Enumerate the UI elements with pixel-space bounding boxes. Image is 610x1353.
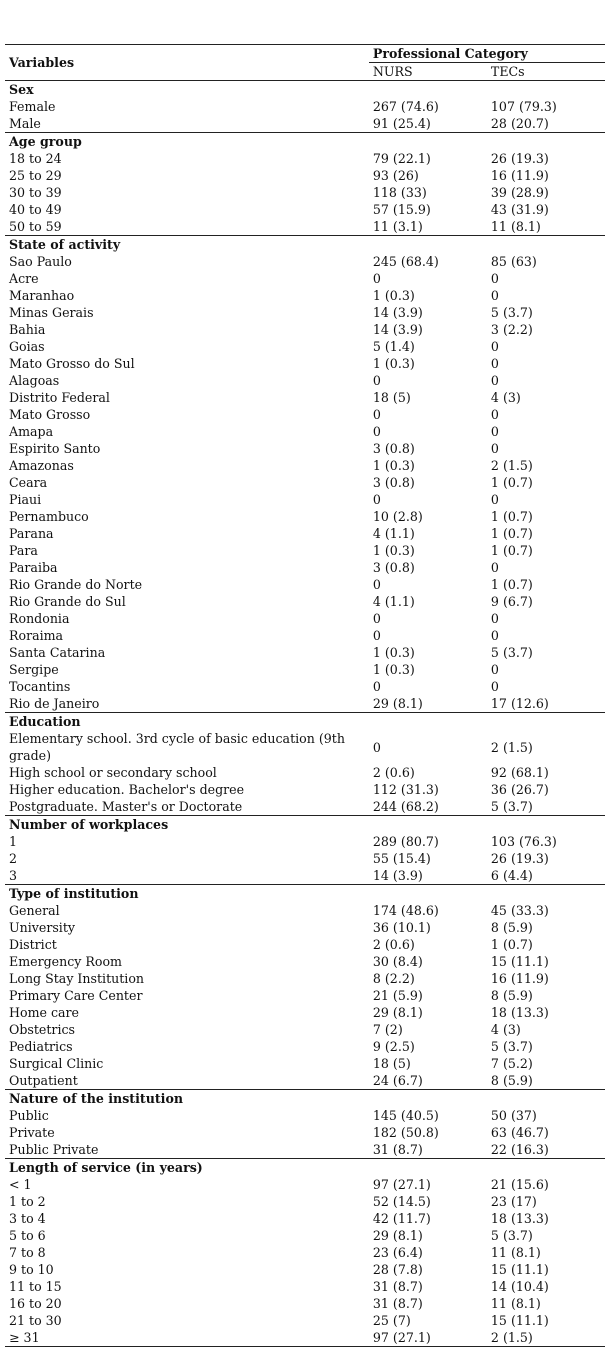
table-row [5,1244,605,1261]
nurs-value: 2 (0.6) [372,765,415,780]
section-header-row [5,133,605,151]
nurs-value: 8 (2.2) [372,971,415,986]
table-row [5,270,605,287]
nurs-value: 182 (50.8) [372,1125,439,1140]
table-row [5,508,605,525]
row-label: Paraiba [9,560,58,575]
nurs-value: 0 [372,577,381,592]
tecs-value: 0 [490,424,499,439]
tecs-value: 1 (0.7) [490,543,533,558]
row-label: 21 to 30 [9,1313,62,1328]
tecs-value: 92 (68.1) [490,765,549,780]
row-label: 2 [9,851,18,866]
row-label: Private [9,1125,55,1140]
row-label: 1 to 2 [9,1194,46,1209]
tecs-value: 26 (19.3) [490,151,549,166]
nurs-value: 97 (27.1) [372,1177,431,1192]
row-label: 9 to 10 [9,1262,54,1277]
table-row [5,781,605,798]
table-row [5,304,605,321]
nurs-value: 42 (11.7) [372,1211,431,1226]
section-header-row [5,1159,605,1177]
nurs-value: 0 [372,373,381,388]
nurs-value: 1 (0.3) [372,458,415,473]
section-title: Number of workplaces [5,816,605,834]
section-header-row [5,713,605,731]
tecs-value: 2 (1.5) [487,1329,605,1347]
section-header-row [5,81,605,99]
tecs-value: 5 (3.7) [490,305,533,320]
tecs-value: 5 (3.7) [490,1228,533,1243]
row-label: Rio Grande do Norte [9,577,143,592]
table-row [5,457,605,474]
row-label: 18 to 24 [9,151,62,166]
nurs-value: 31 (8.7) [372,1279,423,1294]
nurs-value: 14 (3.9) [372,305,423,320]
table-row [5,525,605,542]
table-row [5,1261,605,1278]
table-row [5,695,605,713]
row-label: Long Stay Institution [9,971,145,986]
row-label: Higher education. Bachelor's degree [9,782,245,797]
table-row [5,98,605,115]
tecs-value: 18 (13.3) [490,1005,549,1020]
table-row [5,1329,605,1347]
nurs-value: 93 (26) [372,168,419,183]
table-row [5,1004,605,1021]
tecs-value: 18 (13.3) [490,1211,549,1226]
table-row [5,953,605,970]
tecs-value: 0 [490,356,499,371]
row-label: Mato Grosso [9,407,91,422]
tecs-value: 5 (3.7) [490,645,533,660]
row-label: Rio Grande do Sul [9,594,126,609]
table-row [5,338,605,355]
nurs-value: 30 (8.4) [372,954,423,969]
row-label: Tocantins [9,679,71,694]
table-row [5,440,605,457]
table-row [5,850,605,867]
table-row [5,627,605,644]
tecs-value: 0 [490,407,499,422]
nurs-value: 29 (8.1) [372,1228,423,1243]
row-label: Home care [9,1005,79,1020]
row-label: 1 [9,834,18,849]
nurs-value: 112 (31.3) [372,782,439,797]
nurs-value: 0 [372,628,381,643]
nurs-value: 0 [372,424,381,439]
nurs-column-header: NURS [369,63,487,81]
nurs-value: 31 (8.7) [372,1142,423,1157]
nurs-value: 18 (5) [372,390,411,405]
tecs-value: 15 (11.1) [490,1313,549,1328]
row-label: Distrito Federal [9,390,110,405]
tecs-value: 0 [490,373,499,388]
nurs-value: 289 (80.7) [372,834,439,849]
tecs-value: 85 (63) [490,254,537,269]
section-title: State of activity [5,236,605,254]
nurs-value: 31 (8.7) [372,1296,423,1311]
table-row [5,559,605,576]
nurs-value: 5 (1.4) [372,339,415,354]
row-label: Female [9,99,56,114]
row-label: Male [9,116,41,131]
tecs-value: 3 (2.2) [490,322,533,337]
nurs-value: 0 [372,611,381,626]
nurs-value: 25 (7) [372,1313,411,1328]
nurs-value: 145 (40.5) [372,1108,439,1123]
tecs-value: 28 (20.7) [490,116,549,131]
table-row [5,150,605,167]
tecs-value: 4 (3) [490,390,521,405]
row-label: 3 to 4 [9,1211,46,1226]
row-label: Rondonia [9,611,70,626]
tecs-value: 11 (8.1) [490,1296,541,1311]
table-row [5,1210,605,1227]
tecs-value: 0 [490,492,499,507]
professional-category-table [5,44,605,1347]
table-row [5,798,605,816]
nurs-value: 29 (8.1) [372,1005,423,1020]
nurs-value: 1 (0.3) [372,543,415,558]
nurs-value: 0 [372,679,381,694]
table-row [5,201,605,218]
section-header-row [5,236,605,254]
nurs-value: 14 (3.9) [372,322,423,337]
tecs-value: 0 [490,339,499,354]
tecs-value: 9 (6.7) [490,594,533,609]
row-label: Emergency Room [9,954,122,969]
row-label: Parana [9,526,54,541]
row-label: 30 to 39 [9,185,62,200]
tecs-value: 11 (8.1) [490,219,541,234]
table-row [5,867,605,885]
tecs-value: 26 (19.3) [490,851,549,866]
nurs-value: 3 (0.8) [372,475,415,490]
row-label: Sergipe [9,662,59,677]
nurs-value: 244 (68.2) [372,799,439,814]
table-row [5,1107,605,1124]
row-label: 50 to 59 [9,219,62,234]
tecs-value: 4 (3) [490,1022,521,1037]
nurs-value: 245 (68.4) [372,254,439,269]
row-label: Alagoas [9,373,60,388]
table-row [5,1193,605,1210]
table-row [5,389,605,406]
tecs-value: 23 (17) [490,1194,537,1209]
row-label: 40 to 49 [9,202,62,217]
nurs-value: 3 (0.8) [372,441,415,456]
tecs-value: 0 [490,611,499,626]
row-label: Rio de Janeiro [9,696,100,711]
tecs-value: 5 (3.7) [490,1039,533,1054]
row-label: 3 [9,868,18,883]
row-label: Public [9,1108,49,1123]
row-label: Surgical Clinic [9,1056,104,1071]
nurs-value: 4 (1.1) [372,594,415,609]
row-label: Public Private [9,1142,99,1157]
nurs-value: 57 (15.9) [372,202,431,217]
table-row [5,919,605,936]
row-label: University [9,920,76,935]
tecs-value: 1 (0.7) [490,937,533,952]
table-row [5,253,605,270]
tecs-value: 0 [490,288,499,303]
row-label: 25 to 29 [9,168,62,183]
tecs-value: 16 (11.9) [490,168,549,183]
table-row [5,1312,605,1329]
row-label: Bahia [9,322,46,337]
row-label: 5 to 6 [9,1228,46,1243]
nurs-value: 174 (48.6) [372,903,439,918]
tecs-value: 45 (33.3) [490,903,549,918]
header-row-top [5,45,605,63]
tecs-value: 14 (10.4) [490,1279,549,1294]
row-label: Mato Grosso do Sul [9,356,135,371]
nurs-value: 1 (0.3) [372,645,415,660]
table-row [5,218,605,236]
section-title: Length of service (in years) [5,1159,605,1177]
table-row [5,491,605,508]
table-row [5,1176,605,1193]
row-label: < 1 [9,1177,32,1192]
tecs-value: 8 (5.9) [490,1073,533,1088]
section-header-row [5,885,605,903]
row-label: ≥ 31 [5,1329,369,1347]
row-label: Para [9,543,38,558]
row-label: 11 to 15 [9,1279,62,1294]
nurs-value: 79 (22.1) [372,151,431,166]
nurs-value: 0 [372,407,381,422]
table-row [5,936,605,953]
tecs-value: 103 (76.3) [490,834,557,849]
row-label: Primary Care Center [9,988,143,1003]
nurs-value: 97 (27.1) [369,1329,487,1347]
row-label: Pediatrics [9,1039,73,1054]
tecs-value: 0 [490,679,499,694]
nurs-value: 91 (25.4) [372,116,431,131]
table-row [5,610,605,627]
tecs-value: 0 [490,662,499,677]
nurs-value: 21 (5.9) [372,988,423,1003]
section-title: Nature of the institution [5,1090,605,1108]
nurs-value: 0 [372,492,381,507]
table-row [5,644,605,661]
nurs-value: 4 (1.1) [372,526,415,541]
nurs-value: 1 (0.3) [372,288,415,303]
table-row [5,474,605,491]
nurs-value: 18 (5) [372,1056,411,1071]
section-header-row [5,816,605,834]
table-row [5,287,605,304]
nurs-value: 9 (2.5) [372,1039,415,1054]
nurs-value: 7 (2) [372,1022,403,1037]
tecs-value: 0 [490,628,499,643]
tecs-value: 36 (26.7) [490,782,549,797]
table-row [5,593,605,610]
tecs-value: 22 (16.3) [490,1142,549,1157]
section-header-row [5,1090,605,1108]
tecs-value: 2 (1.5) [490,739,533,755]
table-row [5,661,605,678]
table-row [5,1038,605,1055]
tecs-value: 1 (0.7) [490,509,533,524]
row-label: Maranhao [9,288,75,303]
nurs-value: 14 (3.9) [372,868,423,883]
table-row [5,987,605,1004]
table-row [5,542,605,559]
table-row [5,167,605,184]
nurs-value: 3 (0.8) [372,560,415,575]
table-row [5,423,605,440]
row-label: Piaui [9,492,42,507]
table-row [5,1278,605,1295]
nurs-value: 10 (2.8) [372,509,423,524]
row-label: Santa Catarina [9,645,106,660]
tecs-value: 16 (11.9) [490,971,549,986]
tecs-value: 5 (3.7) [490,799,533,814]
table-row [5,730,605,764]
row-label: Goias [9,339,45,354]
table-row [5,833,605,850]
row-label: Postgraduate. Master's or Doctorate [9,799,243,814]
tecs-value: 15 (11.1) [490,1262,549,1277]
row-label: Acre [9,271,39,286]
nurs-value: 1 (0.3) [372,662,415,677]
nurs-value: 0 [372,739,381,755]
nurs-value: 2 (0.6) [372,937,415,952]
table-row [5,678,605,695]
row-label: Outpatient [9,1073,78,1088]
row-label: Amapa [9,424,54,439]
row-label: District [9,937,57,952]
tecs-value: 63 (46.7) [490,1125,549,1140]
table-row [5,355,605,372]
tecs-value: 17 (12.6) [490,696,549,711]
table-row [5,1072,605,1090]
table-row [5,184,605,201]
tecs-value: 11 (8.1) [490,1245,541,1260]
tecs-value: 107 (79.3) [490,99,557,114]
tecs-value: 6 (4.4) [490,868,533,883]
tecs-value: 0 [490,560,499,575]
tecs-value: 2 (1.5) [490,458,533,473]
tecs-value: 7 (5.2) [490,1056,533,1071]
nurs-value: 0 [372,271,381,286]
tecs-value: 43 (31.9) [490,202,549,217]
nurs-value: 118 (33) [372,185,427,200]
section-title: Sex [9,82,34,97]
nurs-value: 28 (7.8) [372,1262,423,1277]
table-row [5,406,605,423]
nurs-value: 11 (3.1) [372,219,423,234]
row-label: Minas Gerais [9,305,94,320]
tecs-value: 8 (5.9) [490,920,533,935]
tecs-value: 39 (28.9) [490,185,549,200]
nurs-value: 1 (0.3) [372,356,415,371]
nurs-value: 52 (14.5) [372,1194,431,1209]
row-label: 16 to 20 [9,1296,62,1311]
table-row [5,1021,605,1038]
row-label: Obstetrics [9,1022,75,1037]
row-label: Roraima [9,628,64,643]
table-row [5,764,605,781]
table-row [5,1124,605,1141]
table-row [5,902,605,919]
tecs-value: 0 [490,271,499,286]
table-row [5,372,605,389]
nurs-value: 23 (6.4) [372,1245,423,1260]
nurs-value: 267 (74.6) [372,99,439,114]
tecs-value: 21 (15.6) [490,1177,549,1192]
nurs-value: 29 (8.1) [372,696,423,711]
tecs-value: 8 (5.9) [490,988,533,1003]
row-label: Pernambuco [9,509,89,524]
tecs-value: 50 (37) [490,1108,537,1123]
tecs-value: 1 (0.7) [490,526,533,541]
section-title: Age group [5,133,605,151]
row-label: Elementary school. 3rd cycle of basic education (9th grade) [9,731,345,763]
table-row [5,970,605,987]
section-title: Education [5,713,605,731]
row-label: Amazonas [9,458,74,473]
table-body [5,45,605,1347]
row-label: General [9,903,60,918]
section-title: Type of institution [5,885,605,903]
tecs-value: 15 (11.1) [490,954,549,969]
table-row [5,1227,605,1244]
variables-header: Variables [5,45,369,81]
table-row [5,1295,605,1312]
table-row [5,1141,605,1159]
table-row [5,115,605,133]
row-label: High school or secondary school [9,765,217,780]
nurs-value: 24 (6.7) [372,1073,423,1088]
table-row [5,321,605,338]
tecs-value: 1 (0.7) [490,475,533,490]
tecs-value: 0 [490,441,499,456]
table-row [5,576,605,593]
tecs-value: 1 (0.7) [490,577,533,592]
nurs-value: 55 (15.4) [372,851,431,866]
table-row [5,1055,605,1072]
row-label: Sao Paulo [9,254,72,269]
professional-category-header: Professional Category [369,45,605,63]
row-label: Ceara [9,475,48,490]
tecs-column-header: TECs [487,63,605,81]
row-label: 7 to 8 [9,1245,46,1260]
row-label: Espirito Santo [9,441,101,456]
nurs-value: 36 (10.1) [372,920,431,935]
